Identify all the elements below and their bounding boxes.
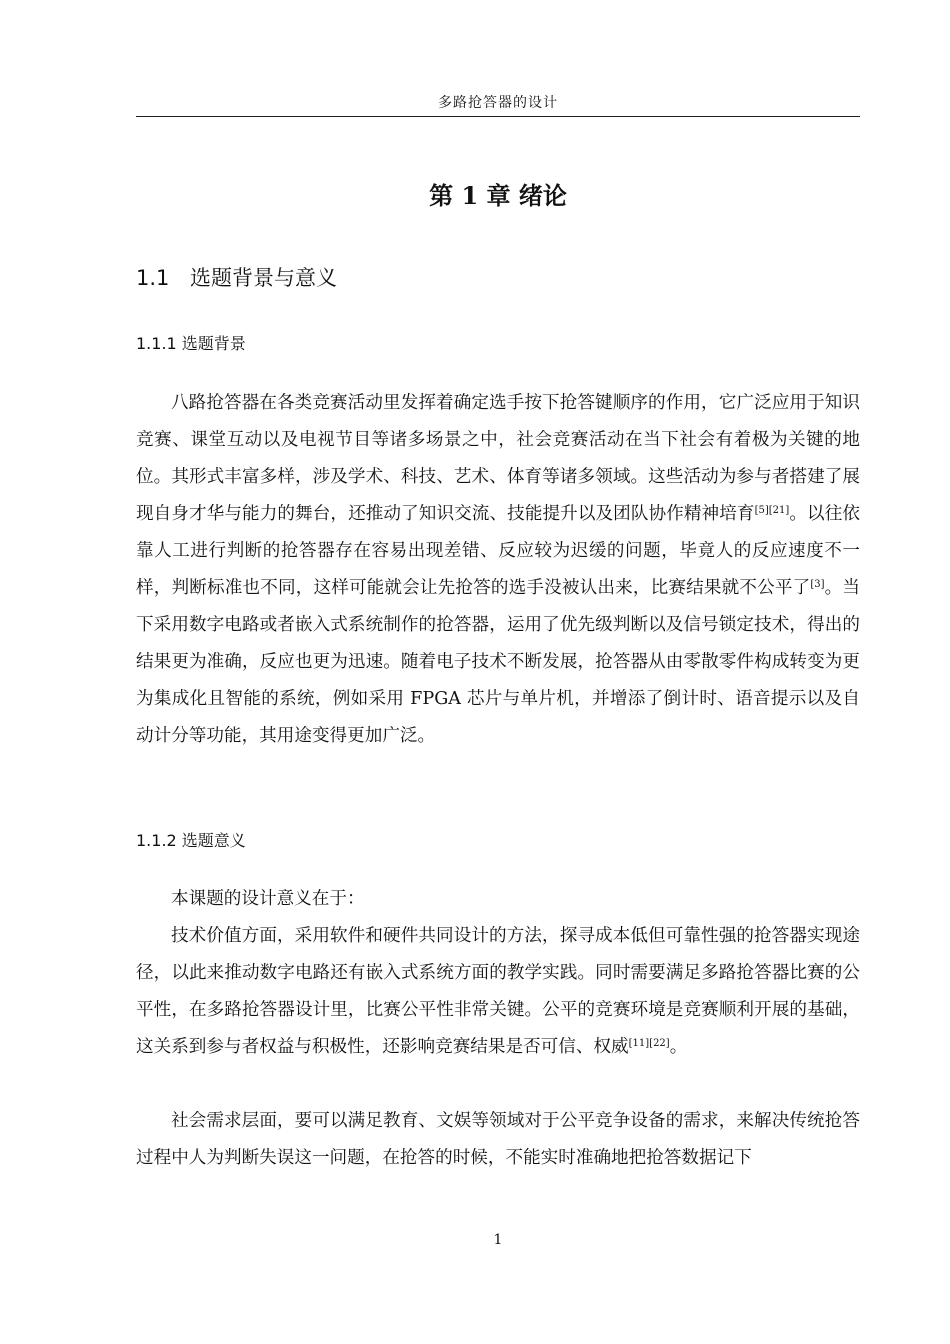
paragraph-text: 。当下采用数字电路或者嵌入式系统制作的抢答器，运用了优先级判断以及信号锁定技术，得出的结果更为准确，反应也更为迅速。随着电子技术不断发展，抢答器从由零散零件构成转变为更为集成化且智能的系统，例如采用 FPGA 芯片与单片机，并增添了倒计时、语音提示以及自动计分等功能，其用途变得更加广泛。 (136, 578, 860, 746)
paragraph-background (136, 385, 860, 755)
paragraph-text: 八路抢答器在各类竞赛活动里发挥着确定选手按下抢答键顺序的作用，它广泛应用于知识竞赛、课堂互动以及电视节目等诸多场景之中，社会竞赛活动在当下社会有着极为关键的地位。其形式丰富多样，涉及学术、科技、艺术、体育等诸多领域。这些活动为参与者搭建了展现自身才华与能力的舞台，还推动了知识交流、技能提升以及团队协作精神培育 (136, 393, 860, 524)
citation: [3] (810, 579, 825, 590)
paragraph-text: 技术价值方面，采用软件和硬件共同设计的方法，探寻成本低但可靠性强的抢答器实现途径，以此来推动数字电路还有嵌入式系统方面的教学实践。同时需要满足多路抢答器比赛的公平性，在多路抢答器设计里，比赛公平性非常关键。公平的竞赛环境是竞赛顺利开展的基础，这关系到参与者权益与积极性，还影响竞赛结果是否可信、权威 (136, 926, 860, 1057)
section-number: 1.1 (136, 266, 170, 290)
page-number: 1 (493, 1232, 503, 1248)
citation: [11][22] (628, 1038, 670, 1049)
paragraph-social-demand: 社会需求层面，要可以满足教育、文娱等领域对于公平竞争设备的需求，来解决传统抢答过程中人为判断失误这一问题，在抢答的时候，不能实时准确地把抢答数据记下 (136, 1111, 860, 1168)
paragraph-technical-value (136, 918, 860, 1066)
section-title: 选题背景与意义 (190, 266, 337, 290)
paragraph-text: 。以往依靠人工进行判断的抢答器存在容易出现差错、反应较为迟缓的问题，毕竟人的反应速度不一样，判断标准也不同，这样可能就会让先抢答的选手没被认出来，比赛结果就不公平了 (136, 504, 860, 598)
paragraph-text: 。 (669, 1037, 688, 1057)
section-heading (136, 262, 337, 292)
citation: [5][21] (754, 505, 790, 516)
chapter-title: 第 1 章 绪论 (429, 181, 567, 210)
running-header: 多路抢答器的设计 (136, 92, 860, 117)
subsection-heading-significance: 1.1.2 选题意义 (136, 831, 246, 850)
subsection-heading-background: 1.1.1 选题背景 (136, 334, 246, 353)
paragraph-intro: 本课题的设计意义在于： (171, 889, 365, 909)
